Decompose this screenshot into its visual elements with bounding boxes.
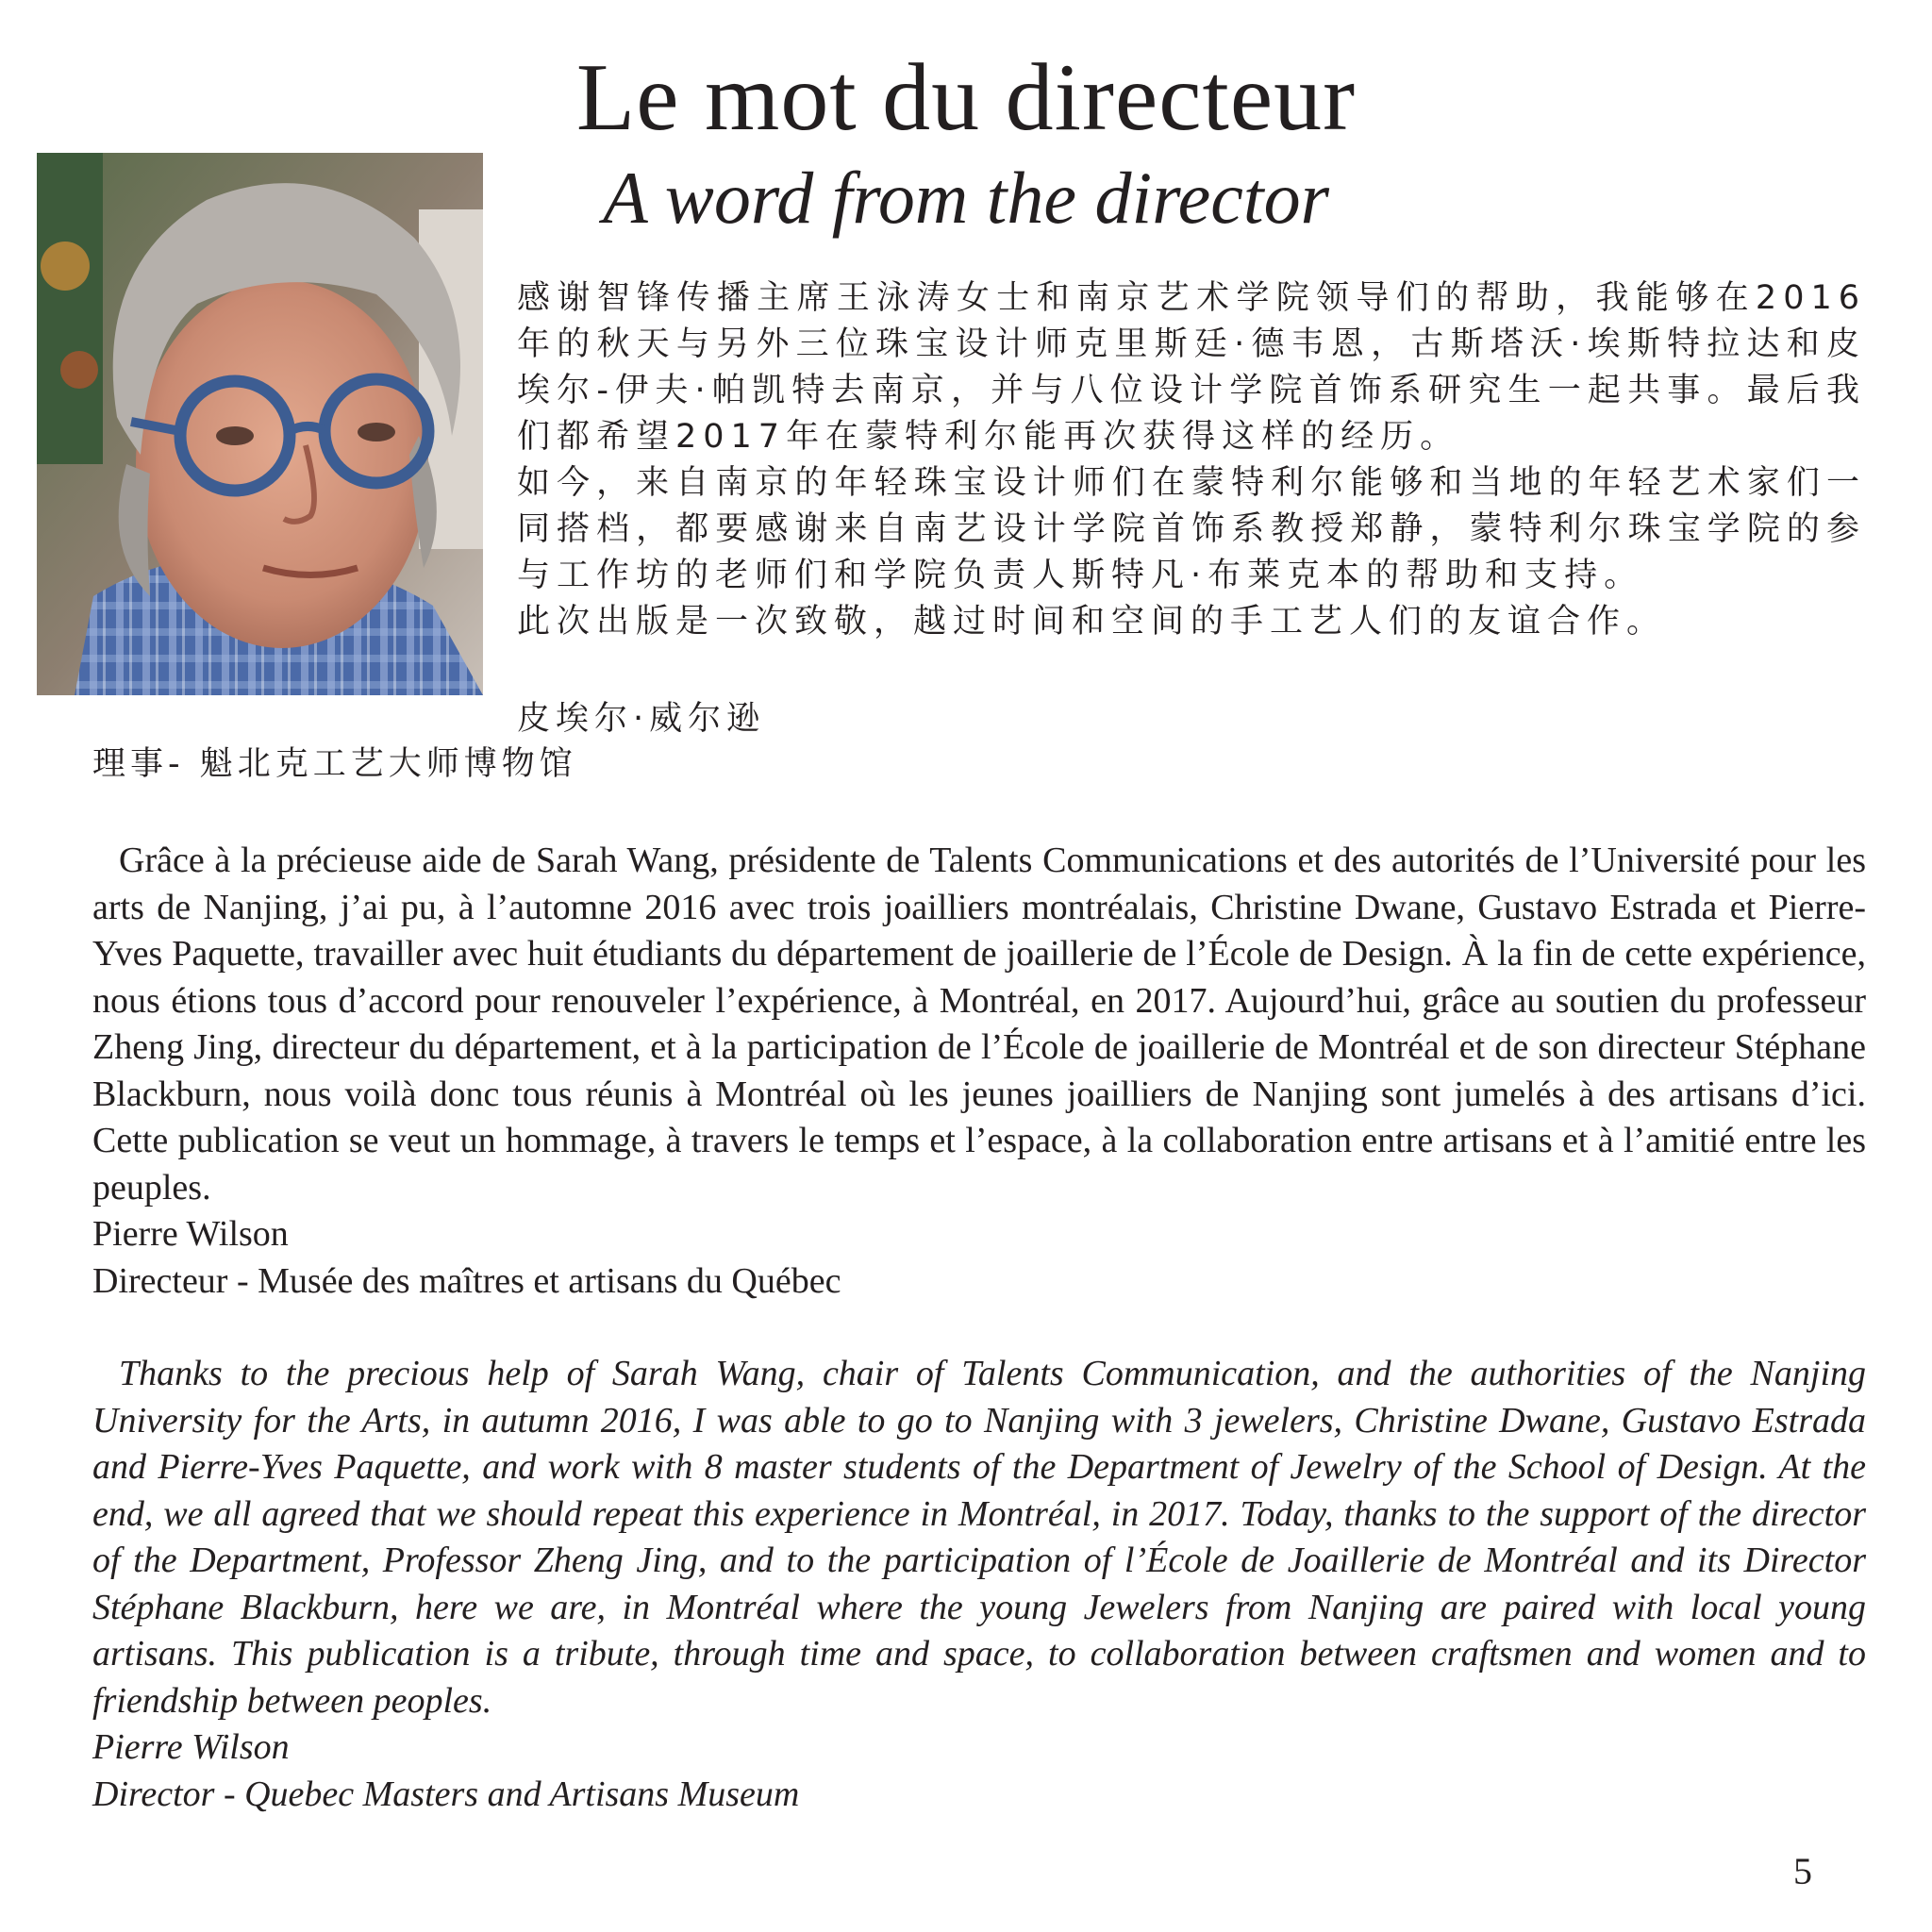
page-title-english: A word from the director xyxy=(603,157,1329,239)
director-portrait-icon xyxy=(37,153,483,695)
english-signature-title: Director - Quebec Masters and Artisans Museum xyxy=(92,1774,800,1814)
chinese-paragraph-2: 如今，来自南京的年轻珠宝设计师们在蒙特利尔能够和当地的年轻艺术家们一同搭档，都要感谢来自南艺设计学院首饰系教授郑静，蒙特利尔珠宝学院的参与工作坊的老师们和学院负责人斯特凡·布莱克本的帮助和支持。 xyxy=(517,464,1866,594)
chinese-paragraph-3: 此次出版是一次致敬，越过时间和空间的手工艺人们的友谊合作。 xyxy=(517,603,1667,641)
english-signature-name: Pierre Wilson xyxy=(92,1727,290,1767)
french-paragraph: Grâce à la précieuse aide de Sarah Wang, présidente de Talents Communications et des autorités de l’Université pour les arts de Nanjing, j’ai pu, à l’automne 2016 avec trois joailliers montréalais, Christine Dwane, Gustavo Estrada et Pierre-Yves Paquette, travailler avec huit étudiants du département de joaillerie de l’École de Design. À la fin de cette expérience, nous étions tous d’accord pour renouveler l’expérience, à Montréal, en 2017. Aujourd’hui, grâce au soutien du professeur Zheng Jing, directeur du département, et à la participation de l’École de joaillerie de Montréal et de son directeur Stéphane Blackburn, nous voilà donc tous réunis à Montréal où les jeunes joailliers de Nanjing sont jumelés à des artisans d’ici. Cette publication se veut un hommage, à travers le temps et l’espace, à la collaboration entre artisans et à l’amitié entre les peuples. xyxy=(92,841,1866,1208)
chinese-signature-title: 理事- 魁北克工艺大师博物馆 xyxy=(92,745,577,783)
director-portrait xyxy=(37,153,483,695)
english-paragraph: Thanks to the precious help of Sarah Wang, chair of Talents Communication, and the authorities of the Nanjing University for the Arts, in autumn 2016, I was able to go to Nanjing with 3 jewelers, Christine Dwane, Gustavo Estrada and Pierre-Yves Paquette, and work with 8 master students of the Department of Jewelry of the School of Design. At the end, we all agreed that we should repeat this experience in Montréal, in 2017. Today, thanks to the support of the director of the Department, Professor Zheng Jing, and to the participation of l’École de Joaillerie de Montréal and its Director Stéphane Blackburn, here we are, in Montréal where the young Jewelers from Nanjing are paired with local young artisans. This publication is a tribute, through time and space, to collaboration between craftsmen and women and to friendship between peoples. xyxy=(92,1354,1866,1721)
chinese-signature-name: 皮埃尔·威尔逊 xyxy=(517,700,766,738)
page-number: 5 xyxy=(1793,1850,1812,1892)
french-signature-title: Directeur - Musée des maîtres et artisans du Québec xyxy=(92,1260,841,1301)
page-title-french: Le mot du directeur xyxy=(575,44,1357,151)
french-signature-name: Pierre Wilson xyxy=(92,1214,289,1254)
french-section xyxy=(92,838,1866,1305)
english-section xyxy=(92,1351,1866,1818)
chinese-paragraph-1: 感谢智锋传播主席王泳涛女士和南京艺术学院领导们的帮助，我能够在2016年的秋天与另外三位珠宝设计师克里斯廷·德韦恩，古斯塔沃·埃斯特拉达和皮埃尔-伊夫·帕凯特去南京，并与八位设计学院首饰系研究生一起共事。最后我们都希望2017年在蒙特利尔能再次获得这样的经历。 xyxy=(517,279,1866,456)
